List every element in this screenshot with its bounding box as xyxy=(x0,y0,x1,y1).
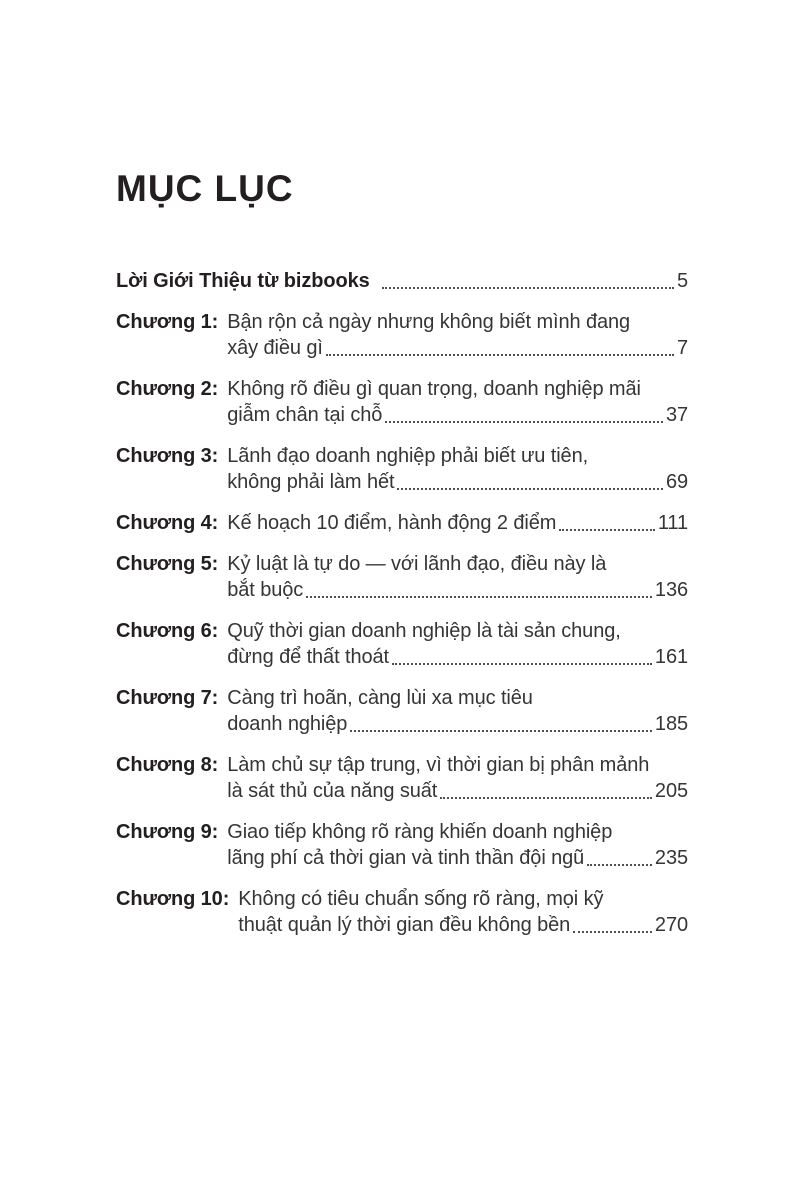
toc-entry xyxy=(116,819,688,871)
chapter-title-line: xây điều gì xyxy=(227,337,323,359)
chapter-title-line: Kế hoạch 10 điểm, hành động 2 điểm xyxy=(227,512,557,534)
chapter-label: Chương 2: xyxy=(116,378,219,400)
page-number: 7 xyxy=(676,337,688,359)
dot-leader xyxy=(587,864,652,866)
toc-entry-last-line xyxy=(227,577,688,603)
dot-leader xyxy=(440,797,652,799)
toc-entry xyxy=(116,376,688,428)
chapter-title-line: Không có tiêu chuẩn sống rõ ràng, mọi kỹ xyxy=(238,888,604,910)
dot-leader xyxy=(573,931,652,933)
toc-entry-last-line xyxy=(227,469,688,495)
chapter-label: Chương 10: xyxy=(116,888,230,910)
page-title: MỤC LỤC xyxy=(116,168,294,209)
chapter-title-block xyxy=(227,376,688,428)
chapter-title-line: Giao tiếp không rõ ràng khiến doanh nghiệp xyxy=(227,821,613,843)
toc-entry xyxy=(116,752,688,804)
page-number: 69 xyxy=(665,471,688,493)
chapter-title-line: doanh nghiệp xyxy=(227,713,348,735)
chapter-title-block xyxy=(227,309,688,361)
chapter-title-block xyxy=(227,443,688,495)
chapter-label: Chương 1: xyxy=(116,311,219,333)
dot-leader xyxy=(392,663,652,665)
chapter-title-line: là sát thủ của năng suất xyxy=(227,780,438,802)
dot-leader xyxy=(382,287,674,289)
toc-entry-last-line xyxy=(227,778,688,804)
toc-entry xyxy=(116,618,688,670)
chapter-title-line: Làm chủ sự tập trung, vì thời gian bị phân mảnh xyxy=(227,754,650,776)
table-of-contents xyxy=(116,268,688,938)
chapter-title-line: Kỷ luật là tự do — với lãnh đạo, điều này là xyxy=(227,553,607,575)
chapter-title-line: Lãnh đạo doanh nghiệp phải biết ưu tiên, xyxy=(227,445,589,467)
chapter-title-block xyxy=(238,886,688,938)
toc-entry-last-line xyxy=(238,912,688,938)
chapter-title-block xyxy=(379,268,688,294)
chapter-title-line: giẫm chân tại chỗ xyxy=(227,404,383,426)
page-number: 37 xyxy=(665,404,688,426)
toc-entry-last-line xyxy=(227,335,688,361)
dot-leader xyxy=(326,354,674,356)
toc-entry xyxy=(116,886,688,938)
page-number: 136 xyxy=(654,579,688,601)
toc-entry-last-line xyxy=(227,402,688,428)
toc-entry xyxy=(116,268,688,294)
page-number: 111 xyxy=(657,512,688,534)
chapter-title-line: đừng để thất thoát xyxy=(227,646,389,668)
chapter-title-line: thuật quản lý thời gian đều không bền xyxy=(238,914,571,936)
chapter-title-block xyxy=(227,510,688,536)
chapter-title-line: không phải làm hết xyxy=(227,471,395,493)
toc-entry-last-line xyxy=(227,510,688,536)
chapter-label: Chương 9: xyxy=(116,821,219,843)
toc-entry xyxy=(116,685,688,737)
chapter-title-line: Bận rộn cả ngày nhưng không biết mình đang xyxy=(227,311,631,333)
chapter-label: Chương 4: xyxy=(116,512,219,534)
chapter-title-line: Không rõ điều gì quan trọng, doanh nghiệp mãi xyxy=(227,378,641,400)
dot-leader xyxy=(385,421,663,423)
dot-leader xyxy=(559,529,655,531)
page-number: 205 xyxy=(654,780,688,802)
chapter-title-line: Quỹ thời gian doanh nghiệp là tài sản chung, xyxy=(227,620,621,642)
chapter-label: Chương 6: xyxy=(116,620,219,642)
chapter-title-block xyxy=(227,819,688,871)
toc-entry-last-line xyxy=(227,711,688,737)
chapter-label: Chương 5: xyxy=(116,553,219,575)
chapter-title-line: Càng trì hoãn, càng lùi xa mục tiêu xyxy=(227,687,533,709)
chapter-label: Lời Giới Thiệu từ bizbooks xyxy=(116,270,370,292)
page-number: 161 xyxy=(654,646,688,668)
chapter-title-line: lãng phí cả thời gian và tinh thần đội ngũ xyxy=(227,847,585,869)
toc-entry-last-line xyxy=(227,644,688,670)
chapter-title-block xyxy=(227,618,688,670)
page-number: 5 xyxy=(676,270,688,292)
dot-leader xyxy=(350,730,652,732)
chapter-label: Chương 3: xyxy=(116,445,219,467)
page-number: 270 xyxy=(654,914,688,936)
toc-entry xyxy=(116,510,688,536)
page-number: 185 xyxy=(654,713,688,735)
dot-leader xyxy=(397,488,662,490)
toc-entry-last-line xyxy=(379,268,688,294)
toc-entry xyxy=(116,309,688,361)
toc-entry xyxy=(116,443,688,495)
toc-entry-last-line xyxy=(227,845,688,871)
chapter-title-block xyxy=(227,551,688,603)
chapter-title-line: bắt buộc xyxy=(227,579,304,601)
page-number: 235 xyxy=(654,847,688,869)
toc-entry xyxy=(116,551,688,603)
dot-leader xyxy=(306,596,652,598)
chapter-title-block xyxy=(227,752,688,804)
chapter-title-block xyxy=(227,685,688,737)
chapter-label: Chương 7: xyxy=(116,687,219,709)
chapter-label: Chương 8: xyxy=(116,754,219,776)
